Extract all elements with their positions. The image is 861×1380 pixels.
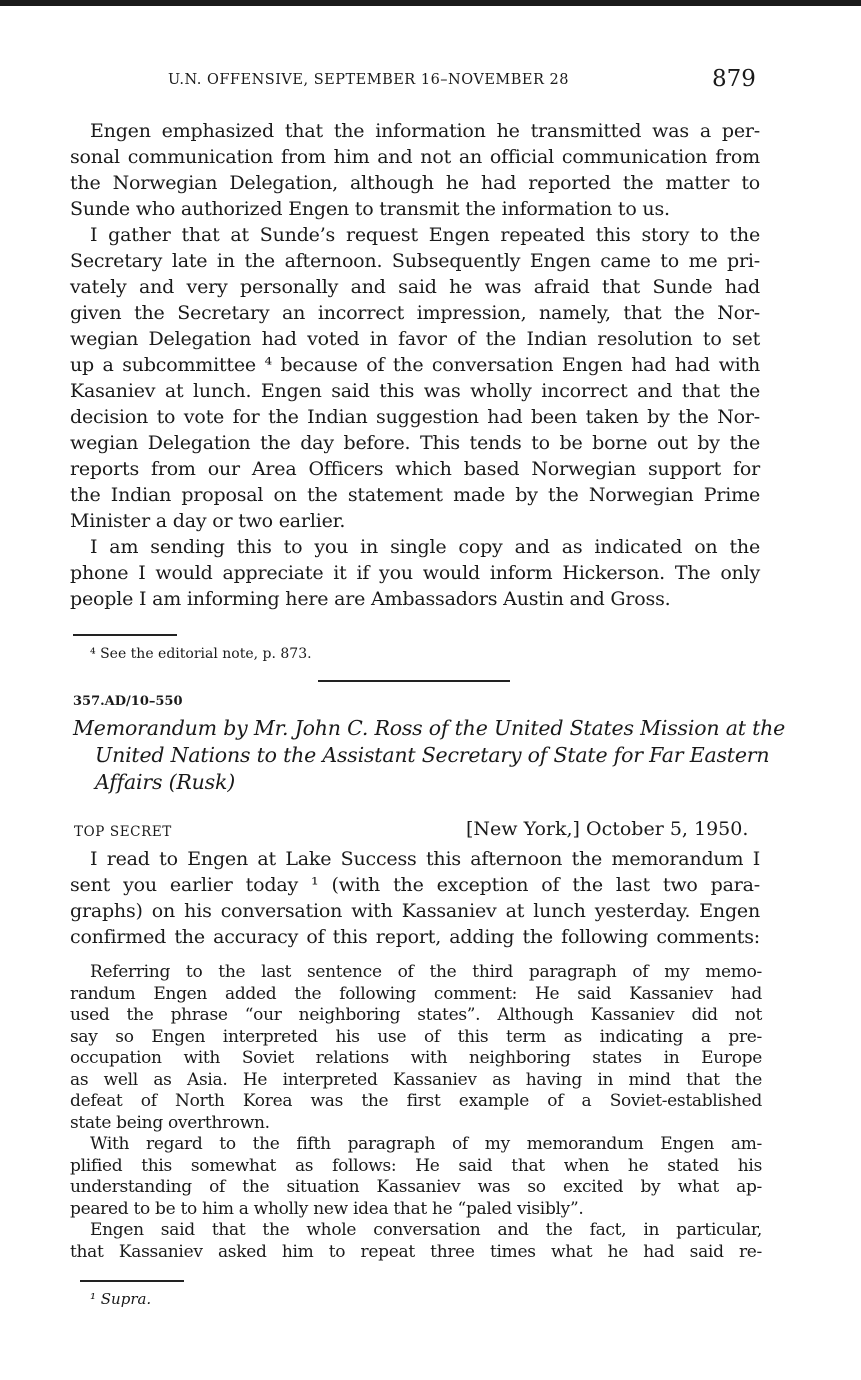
text-line: sonal communication from him and not an official communication from	[70, 146, 760, 168]
text-line: state being overthrown.	[70, 1112, 270, 1133]
text-line: say so Engen interpreted his use of this term as indicating a pre-	[70, 1026, 762, 1047]
text-line: up a subcommittee ⁴ because of the conversation Engen had had with	[70, 354, 760, 376]
footnote-rule	[73, 634, 177, 636]
file-number: 357.AD/10–550	[73, 694, 183, 709]
text-line: phone I would appreciate it if you would inform Hickerson. The only	[70, 562, 760, 584]
text-line: wegian Delegation had voted in favor of the Indian resolution to set	[70, 328, 760, 350]
text-line: Referring to the last sentence of the third paragraph of my memo-	[90, 962, 762, 982]
text-line: used the phrase “our neighboring states”. Although Kassaniev did not	[70, 1005, 762, 1025]
text-line: I am sending this to you in single copy and as indicated on the	[90, 536, 760, 558]
scan-top-edge	[0, 0, 861, 6]
text-line: With regard to the fifth paragraph of my memorandum Engen am-	[90, 1134, 762, 1154]
title-line: United Nations to the Assistant Secretary of State for Far Eastern	[95, 743, 770, 767]
text-line: Engen emphasized that the information he transmitted was a per-	[90, 120, 760, 142]
text-line: graphs) on his conversation with Kassaniev at lunch yesterday. Engen	[70, 900, 760, 922]
memo-intro-text	[70, 846, 760, 950]
text-line: defeat of North Korea was the first example of a Soviet-established	[70, 1091, 762, 1111]
page-number: 879	[712, 66, 756, 92]
footnote-rule	[80, 1280, 184, 1282]
text-line: understanding of the situation Kassaniev was so excited by what ap-	[70, 1177, 762, 1197]
text-line: the Norwegian Delegation, although he had reported the matter to	[70, 172, 760, 194]
classification: TOP SECRET	[74, 824, 172, 840]
text-line: Minister a day or two earlier.	[70, 510, 346, 532]
footnote: ¹ Supra.	[90, 1290, 152, 1308]
title-line: Memorandum by Mr. John C. Ross of the United States Mission at the	[73, 716, 786, 740]
memo-comments-text	[70, 962, 762, 1263]
text-line: sent you earlier today ¹ (with the exception of the last two para-	[70, 874, 760, 896]
running-header: U.N. OFFENSIVE, SEPTEMBER 16–NOVEMBER 28	[168, 72, 569, 88]
text-line: that Kassaniev asked him to repeat three times what he had said re-	[70, 1241, 762, 1262]
section-divider	[318, 680, 510, 682]
text-line: Engen said that the whole conversation and the fact, in particular,	[90, 1220, 762, 1240]
text-line: reports from our Area Officers which based Norwegian support for	[70, 458, 760, 480]
title-line: Affairs (Rusk)	[95, 770, 236, 794]
text-line: randum Engen added the following comment: He said Kassaniev had	[70, 983, 762, 1004]
footnote: ⁴ See the editorial note, p. 873.	[90, 646, 312, 662]
text-line: Secretary late in the afternoon. Subsequently Engen came to me pri-	[70, 250, 760, 272]
text-line: I read to Engen at Lake Success this afternoon the memorandum I	[90, 848, 760, 870]
text-line: confirmed the accuracy of this report, adding the following comments:	[70, 926, 760, 948]
text-line: plified this somewhat as follows: He said that when he stated his	[70, 1155, 762, 1176]
continued-memo-text	[70, 118, 760, 612]
text-line: given the Secretary an incorrect impression, namely, that the Nor-	[70, 302, 760, 324]
text-line: people I am informing here are Ambassadors Austin and Gross.	[70, 588, 671, 610]
text-line: vately and very personally and said he was afraid that Sunde had	[70, 276, 760, 298]
text-line: peared to be to him a wholly new idea that he “paled visibly”.	[70, 1198, 584, 1219]
text-line: the Indian proposal on the statement made by the Norwegian Prime	[70, 484, 760, 506]
text-line: decision to vote for the Indian suggestion had been taken by the Nor-	[70, 406, 760, 428]
text-line: Sunde who authorized Engen to transmit the information to us.	[70, 198, 670, 220]
text-line: I gather that at Sunde’s request Engen repeated this story to the	[90, 224, 760, 246]
text-line: occupation with Soviet relations with neighboring states in Europe	[70, 1048, 762, 1068]
dateline: [New York,] October 5, 1950.	[466, 818, 749, 840]
text-line: Kasaniev at lunch. Engen said this was wholly incorrect and that the	[70, 380, 760, 402]
text-line: wegian Delegation the day before. This tends to be borne out by the	[70, 432, 760, 454]
document-title	[73, 715, 786, 796]
text-line: as well as Asia. He interpreted Kassaniev as having in mind that the	[70, 1069, 762, 1090]
